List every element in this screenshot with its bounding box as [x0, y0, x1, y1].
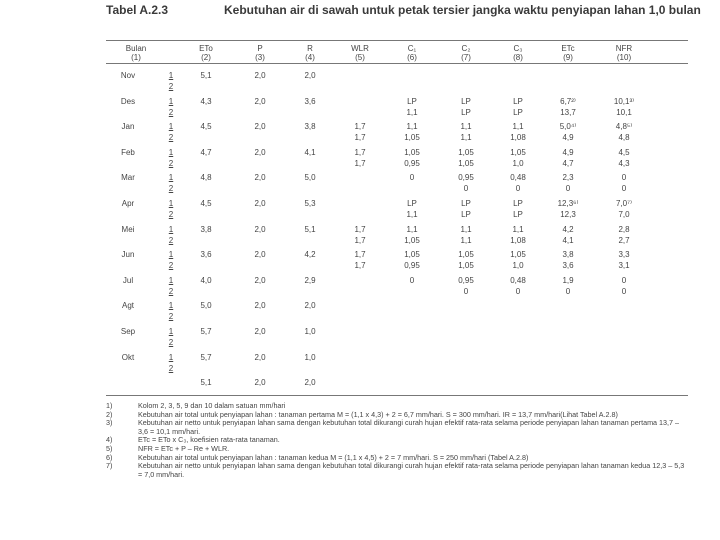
header-cell: C₃ [513, 44, 523, 53]
eto-cell: 5,1 [200, 71, 212, 80]
c3-cell: 1,1 [512, 122, 524, 132]
p-cell: 2,0 [254, 71, 266, 80]
eto-cell: 4,8 [200, 173, 212, 183]
header-number: (1) [131, 53, 141, 62]
c3-cell: 1,08 [510, 235, 526, 245]
c2-cell: 1,1 [460, 235, 472, 245]
c1-cell: 1,05 [404, 133, 420, 143]
table-title: Kebutuhan air di sawah untuk petak tersier jangka waktu penyiapan lahan 1,0 bulan [224, 3, 701, 17]
footnote-text: Kolom 2, 3, 5, 9 dan 10 dalam satuan mm/hari [138, 401, 286, 410]
footnote [106, 462, 686, 479]
c3-cell: 1,05 [510, 250, 526, 260]
nfr-cell: 0 [621, 286, 627, 296]
period-cell: 1 [168, 122, 174, 132]
c1-cell: LP [407, 199, 417, 208]
nfr-cell: 4,8 [618, 133, 630, 143]
c1-cell: 1,1 [406, 122, 418, 132]
footnote-number: 4) [106, 435, 113, 445]
wlr-cell: 1,7 [354, 158, 366, 168]
c2-cell: 0 [463, 184, 469, 194]
header-cell: NFR [615, 44, 633, 53]
r-cell: 2,0 [304, 378, 316, 388]
c3-cell: 0 [515, 286, 521, 296]
p-cell: 2,0 [254, 352, 266, 362]
c2-cell: 0 [463, 286, 469, 296]
c3-cell: 0,48 [510, 275, 526, 285]
eto-cell: 4,7 [200, 147, 212, 157]
p-cell: 2,0 [254, 173, 266, 183]
c3-cell: 1,05 [510, 147, 526, 157]
table-bottom-rule [106, 395, 688, 396]
period-cell: 1 [168, 71, 174, 80]
c3-cell: 1,0 [512, 261, 524, 271]
c1-cell: LP [407, 96, 417, 106]
month-cell: Jan [121, 122, 135, 132]
c3-cell: 1,08 [510, 133, 526, 143]
nfr-cell: 2,8 [618, 224, 630, 234]
r-cell: 2,0 [304, 301, 316, 311]
c3-cell: LP [513, 96, 523, 106]
period-cell: 2 [168, 312, 174, 322]
period-cell: 1 [168, 301, 174, 311]
footnote-number: 6) [106, 452, 113, 462]
wlr-cell: 1,7 [354, 122, 366, 132]
footnote-number: 5) [106, 443, 113, 453]
eto-cell: 4,0 [200, 275, 212, 285]
eto-cell: 3,8 [200, 224, 212, 234]
etc-cell: 4,1 [562, 235, 574, 245]
nfr-cell: 2,7 [618, 235, 630, 245]
nfr-cell: 3,1 [618, 261, 630, 271]
footnote-text: Kebutuhan air netto untuk penyiapan lahan sama dengan kebutuhan total dikurangi curah hujan efektif rata-rata selama periode penyiapan lahan tanaman kedua 12,3 – 5,3 = 7,0 mm/hari. [138, 461, 685, 479]
header-cell: P [257, 44, 263, 53]
etc-cell: 1,9 [562, 275, 574, 285]
etc-cell: 13,7 [560, 107, 576, 117]
c3-cell: 0,48 [510, 173, 526, 183]
r-cell: 5,1 [304, 224, 316, 234]
period-cell: 1 [168, 275, 174, 285]
month-cell: Feb [121, 147, 135, 157]
p-cell: 2,0 [254, 250, 266, 260]
period-cell: 2 [168, 210, 174, 219]
r-cell: 2,9 [304, 275, 316, 285]
p-cell: 2,0 [254, 122, 266, 132]
c2-cell: 1,05 [458, 261, 474, 271]
etc-cell: 0 [565, 184, 571, 194]
month-cell: Mar [121, 173, 135, 183]
c2-cell: 1,1 [460, 133, 472, 143]
period-cell: 1 [168, 147, 174, 157]
c3-cell: 0 [515, 184, 521, 194]
p-cell: 2,0 [254, 96, 266, 106]
c2-cell: 0,95 [458, 173, 474, 183]
header-number: (9) [563, 53, 573, 62]
month-cell: Jul [122, 275, 134, 285]
nfr-cell: 0 [621, 184, 627, 194]
period-cell: 1 [168, 199, 174, 208]
table-top-rule [106, 40, 688, 41]
c2-cell: 1,1 [460, 224, 472, 234]
nfr-cell: 7,0⁷⁾ [616, 199, 632, 208]
footnote-text: Kebutuhan air netto untuk penyiapan lahan sama dengan kebutuhan total dikurangi curah hujan efektif rata-rata selama periode penyiapan lahan tanaman pertama 13,7 – 3,6 = 10,1 mm/hari. [138, 418, 680, 436]
period-cell: 1 [168, 173, 174, 183]
c2-cell: 1,05 [458, 147, 474, 157]
nfr-cell: 0 [621, 275, 627, 285]
nfr-cell: 4,3 [618, 158, 630, 168]
r-cell: 3,6 [304, 96, 316, 106]
eto-cell: 5,0 [200, 301, 212, 311]
r-cell: 1,0 [304, 327, 316, 336]
header-cell: WLR [351, 44, 369, 53]
c2-cell: 1,05 [458, 250, 474, 260]
c3-cell: LP [513, 210, 523, 219]
eto-cell: 3,6 [200, 250, 212, 260]
c2-cell: LP [461, 199, 471, 208]
header-number: (4) [305, 53, 315, 62]
r-cell: 4,2 [304, 250, 316, 260]
header-number: (3) [255, 53, 265, 62]
p-cell: 2,0 [254, 301, 266, 311]
c1-cell: 1,1 [406, 210, 418, 219]
month-cell: Okt [121, 352, 135, 362]
c2-cell: LP [461, 107, 471, 117]
footnote-text: Kebutuhan air total untuk penyiapan lahan : tanaman kedua M = (1,1 x 4,5) + 2 = 7 mm/hari. S = 250 mm/hari (Tabel A.2.8) [138, 452, 529, 462]
period-cell: 1 [168, 224, 174, 234]
header-cell: C₁ [407, 44, 417, 53]
period-cell: 1 [168, 352, 174, 362]
c2-cell: 0,95 [458, 275, 474, 285]
c1-cell: 1,1 [406, 107, 418, 117]
etc-cell: 12,3⁶⁾ [557, 199, 579, 208]
eto-cell: 5,7 [200, 327, 212, 336]
etc-cell: 6,7²⁾ [560, 96, 576, 106]
c2-cell: LP [461, 96, 471, 106]
wlr-cell: 1,7 [354, 250, 366, 260]
period-cell: 2 [168, 107, 174, 117]
wlr-cell: 1,7 [354, 147, 366, 157]
footnote [106, 419, 686, 436]
period-cell: 2 [168, 133, 174, 143]
c3-cell: LP [513, 107, 523, 117]
etc-cell: 3,6 [562, 261, 574, 271]
c1-cell: 1,05 [404, 235, 420, 245]
month-cell: Des [120, 96, 136, 106]
c2-cell: 1,05 [458, 158, 474, 168]
etc-cell: 3,8 [562, 250, 574, 260]
c1-cell: 1,05 [404, 250, 420, 260]
r-cell: 2,0 [304, 71, 316, 80]
footnote-number: 2) [106, 409, 113, 419]
nfr-cell: 10,1³⁾ [613, 96, 635, 106]
c1-cell: 1,1 [406, 224, 418, 234]
month-cell: Nov [120, 71, 136, 80]
eto-cell: 4,3 [200, 96, 212, 106]
nfr-cell: 4,5 [618, 147, 630, 157]
r-cell: 4,1 [304, 147, 316, 157]
period-cell: 2 [168, 184, 174, 194]
c3-cell: LP [513, 199, 523, 208]
nfr-cell: 0 [621, 173, 627, 183]
footnotes [106, 402, 686, 479]
nfr-cell: 4,8⁵⁾ [615, 122, 633, 132]
footnote-number: 1) [106, 401, 113, 410]
footnote-text: NFR = ETc + P – Re + WLR. [138, 443, 230, 453]
r-cell: 3,8 [304, 122, 316, 132]
etc-cell: 4,9 [562, 133, 574, 143]
table-header-rule [106, 63, 688, 64]
eto-cell: 4,5 [200, 199, 212, 208]
period-cell: 1 [168, 96, 174, 106]
r-cell: 1,0 [304, 352, 316, 362]
p-cell: 2,0 [254, 327, 266, 336]
c1-cell: 0 [409, 173, 415, 183]
footnote-text: ETc = ETo x C₃, koefisien rata-rata tanaman. [138, 435, 280, 445]
r-cell: 5,0 [304, 173, 316, 183]
header-cell: ETo [199, 44, 213, 53]
footnote-number: 7) [106, 461, 113, 471]
period-cell: 2 [168, 363, 174, 373]
header-cell: R [307, 44, 313, 53]
p-cell: 2,0 [254, 275, 266, 285]
header-number: (8) [513, 53, 523, 62]
header-number: (6) [407, 53, 417, 62]
footnote-number: 3) [106, 418, 113, 428]
month-cell: Sep [120, 327, 136, 336]
month-cell: Jun [121, 250, 135, 260]
c1-cell: 1,05 [404, 147, 420, 157]
period-cell: 1 [168, 250, 174, 260]
period-cell: 2 [168, 338, 174, 347]
etc-cell: 5,0⁴⁾ [559, 122, 577, 132]
period-cell: 2 [168, 158, 174, 168]
period-cell: 2 [168, 82, 174, 91]
c2-cell: 1,1 [460, 122, 472, 132]
etc-cell: 12,3 [560, 210, 576, 219]
c3-cell: 1,1 [512, 224, 524, 234]
eto-cell: 5,7 [200, 352, 212, 362]
footnote-text: Kebutuhan air total untuk penyiapan lahan : tanaman pertama M = (1,1 x 4,3) + 2 = 6,7 mm/hari. S = 300 mm/hari. IR = 13,7 mm/hari(Lihat Tabel A.2.8) [138, 409, 618, 419]
nfr-cell: 3,3 [618, 250, 630, 260]
header-number: (7) [461, 53, 471, 62]
month-cell: Mei [121, 224, 135, 234]
etc-cell: 4,9 [562, 147, 574, 157]
table-label: Tabel A.2.3 [106, 3, 169, 17]
etc-cell: 4,7 [562, 158, 574, 168]
header-cell: Bulan [125, 44, 147, 53]
p-cell: 2,0 [254, 147, 266, 157]
c1-cell: 0 [409, 275, 415, 285]
month-cell: Apr [121, 199, 135, 208]
p-cell: 2,0 [254, 199, 266, 208]
r-cell: 5,3 [304, 199, 316, 208]
eto-cell: 5,1 [200, 378, 212, 388]
wlr-cell: 1,7 [354, 261, 366, 271]
period-cell: 2 [168, 261, 174, 271]
wlr-cell: 1,7 [354, 235, 366, 245]
eto-cell: 4,5 [200, 122, 212, 132]
wlr-cell: 1,7 [354, 133, 366, 143]
period-cell: 1 [168, 327, 174, 336]
period-cell: 2 [168, 286, 174, 296]
c2-cell: LP [461, 210, 471, 219]
c1-cell: 0,95 [404, 261, 420, 271]
etc-cell: 2,3 [562, 173, 574, 183]
c1-cell: 0,95 [404, 158, 420, 168]
header-cell: ETc [561, 44, 575, 53]
wlr-cell: 1,7 [354, 224, 366, 234]
nfr-cell: 10,1 [616, 107, 632, 117]
p-cell: 2,0 [254, 224, 266, 234]
nfr-cell: 7,0 [618, 210, 630, 219]
etc-cell: 0 [565, 286, 571, 296]
etc-cell: 4,2 [562, 224, 574, 234]
header-number: (10) [616, 53, 632, 62]
month-cell: Agt [121, 301, 134, 311]
c3-cell: 1,0 [512, 158, 524, 168]
header-number: (2) [201, 53, 211, 62]
header-number: (5) [355, 53, 365, 62]
period-cell: 2 [168, 235, 174, 245]
p-cell: 2,0 [254, 378, 266, 388]
header-cell: C₂ [461, 44, 471, 53]
